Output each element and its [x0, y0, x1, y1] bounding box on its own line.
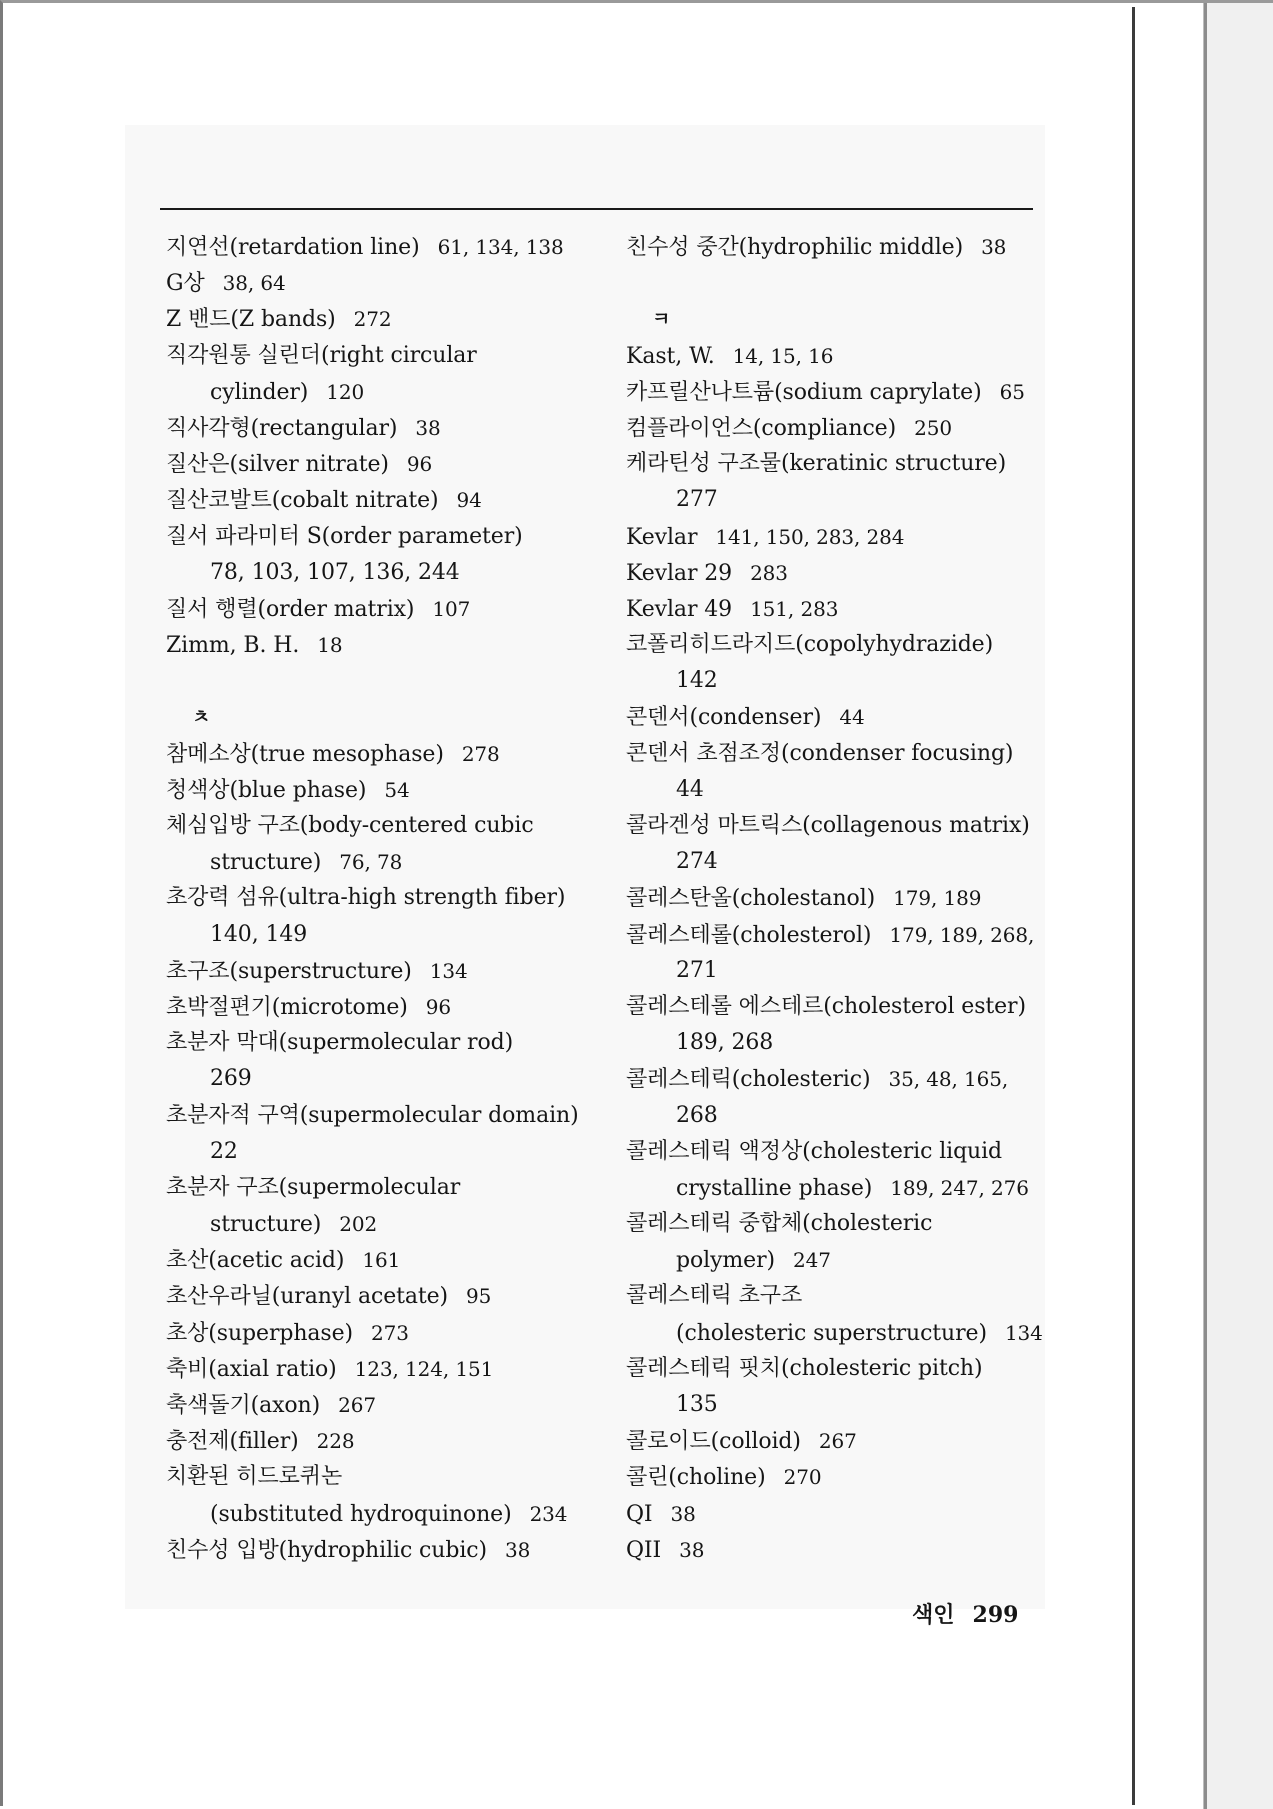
index-entry	[166, 1061, 586, 1097]
index-page-refs: 134	[429, 958, 468, 983]
index-entry	[626, 1134, 1046, 1170]
index-term: ㅊ	[192, 706, 211, 729]
index-term: 초산우라닐(uranyl acetate)	[166, 1284, 449, 1310]
index-term: 콜레스테릭 중합체(cholesteric	[626, 1211, 933, 1237]
index-entry	[166, 265, 586, 301]
top-rule	[160, 208, 1033, 210]
index-page-refs: 189, 247, 276	[890, 1175, 1029, 1200]
index-term: 초분자적 구역(supermolecular domain)	[166, 1102, 579, 1128]
index-page-refs: 267	[338, 1393, 376, 1417]
index-page-refs: 250	[914, 415, 952, 440]
index-page-refs: 202	[339, 1212, 378, 1237]
index-entry	[626, 1170, 1046, 1206]
page-footer	[912, 1598, 1018, 1629]
index-page-refs: 270	[783, 1465, 822, 1490]
index-entry	[166, 482, 586, 518]
index-term: 콜라겐성 마트릭스(collagenous matrix)	[626, 813, 1030, 838]
index-entry	[626, 482, 1046, 518]
index-term: 초상(superphase)	[166, 1320, 354, 1346]
index-page-refs: 228	[316, 1429, 355, 1454]
index-entry	[626, 1278, 1046, 1314]
index-entry	[166, 1496, 586, 1532]
index-term: 초산(acetic acid)	[166, 1248, 345, 1274]
index-term: 콘덴서(condenser)	[626, 705, 822, 731]
index-page-refs: 273	[371, 1320, 409, 1345]
index-entry	[166, 1025, 586, 1061]
index-entry	[166, 1098, 586, 1134]
index-entry	[626, 1315, 1046, 1351]
index-entry	[626, 1532, 1046, 1568]
index-entry	[166, 1423, 586, 1459]
index-term: 케라틴성 구조물(keratinic structure)	[626, 451, 1007, 477]
index-entry	[166, 1351, 586, 1387]
index-entry	[626, 1351, 1046, 1387]
index-entry	[626, 736, 1046, 772]
index-entry	[626, 953, 1046, 989]
index-entry	[166, 1532, 586, 1568]
index-term: 치환된 히드로퀴논	[166, 1464, 343, 1490]
index-page-refs: 123, 124, 151	[354, 1356, 494, 1381]
index-term: 78, 103, 107, 136, 244	[210, 559, 460, 585]
index-term: crystalline phase)	[676, 1175, 873, 1201]
section-header	[626, 301, 1046, 337]
index-page-refs: 141, 150, 283, 284	[715, 524, 905, 549]
index-term: 271	[676, 957, 718, 983]
index-term: 초분자 막대(supermolecular rod)	[166, 1030, 514, 1056]
index-entry	[626, 880, 1046, 916]
index-term: 친수성 입방(hydrophilic cubic)	[166, 1537, 487, 1563]
index-term: 축비(axial ratio)	[166, 1356, 337, 1382]
index-term: 콘덴서 초점조정(condenser focusing)	[626, 740, 1014, 766]
index-term: 콜린(choline)	[626, 1465, 766, 1491]
index-term: Kevlar 29	[626, 560, 733, 586]
index-entry	[626, 229, 1046, 265]
index-term: 컴플라이언스(compliance)	[626, 415, 897, 441]
index-entry	[626, 1387, 1046, 1423]
index-entry	[166, 953, 586, 989]
index-page-refs: 38	[679, 1537, 705, 1562]
index-term: 참메소상(true mesophase)	[166, 741, 444, 767]
index-entry	[166, 808, 586, 844]
index-term: 직각원통 실린더(right circular	[166, 342, 477, 368]
index-term: 274	[676, 849, 718, 875]
index-term: 189, 268	[676, 1030, 774, 1056]
index-term: polymer)	[676, 1248, 775, 1274]
index-entry	[166, 591, 586, 627]
index-page-refs: 95	[466, 1284, 492, 1309]
index-entry	[166, 1459, 586, 1495]
index-entry	[166, 880, 586, 916]
index-entry	[166, 338, 586, 374]
index-term: structure)	[210, 1212, 322, 1238]
index-entry	[626, 374, 1046, 410]
index-term: 초분자 구조(supermolecular	[166, 1174, 461, 1200]
footer-label: 색인	[912, 1602, 955, 1628]
index-entry	[626, 1025, 1046, 1061]
page-number: 299	[972, 1602, 1019, 1628]
index-entry	[626, 591, 1046, 627]
index-entry	[626, 338, 1046, 374]
index-entry	[166, 1170, 586, 1206]
index-term: 콜레스테롤(cholesterol)	[626, 922, 872, 948]
index-term: Kast, W.	[626, 343, 715, 369]
index-entry	[626, 772, 1046, 808]
index-entry	[626, 1496, 1046, 1532]
index-page-refs: 65	[999, 379, 1025, 404]
index-entry	[166, 1387, 586, 1423]
index-page-refs: 14, 15, 16	[732, 343, 834, 368]
index-term: 콜레스테릭(cholesteric)	[626, 1067, 871, 1093]
index-term: 269	[210, 1066, 252, 1092]
index-page-refs: 134	[1004, 1320, 1043, 1345]
index-entry	[166, 1206, 586, 1242]
index-term: 지연선(retardation line)	[166, 235, 420, 260]
index-entry	[626, 519, 1046, 555]
index-entry	[166, 555, 586, 591]
index-page-refs: 151, 283	[750, 596, 839, 621]
index-column-left	[166, 229, 586, 1568]
index-term: 142	[676, 668, 718, 694]
index-page-refs: 44	[839, 705, 865, 730]
index-entry	[626, 663, 1046, 699]
index-entry	[166, 374, 586, 410]
index-term: 카프릴산나트륨(sodium caprylate)	[626, 379, 982, 405]
index-entry	[626, 1423, 1046, 1459]
index-page-refs: 179, 189, 268,	[889, 922, 1035, 947]
index-term: cylinder)	[210, 379, 309, 405]
index-term: 콜로이드(colloid)	[626, 1429, 801, 1455]
index-page-refs: 94	[456, 488, 482, 513]
index-term: 초강력 섬유(ultra-high strength fiber)	[166, 885, 566, 911]
index-term: 초박절편기(microtome)	[166, 994, 408, 1020]
index-entry	[626, 1242, 1046, 1278]
index-term: Z 밴드(Z bands)	[166, 307, 336, 333]
index-page-refs: 96	[406, 452, 433, 477]
index-entry	[626, 627, 1046, 663]
index-page-refs: 38	[981, 235, 1007, 259]
index-page-refs: 96	[425, 994, 452, 1019]
index-term: (substituted hydroquinone)	[210, 1501, 512, 1527]
index-page-refs: 61, 134, 138	[437, 235, 564, 259]
index-page-refs: 38	[670, 1501, 696, 1526]
section-header	[166, 699, 586, 735]
index-term: 268	[676, 1102, 718, 1128]
index-page-refs: 234	[529, 1501, 568, 1526]
index-term: 체심입방 구조(body-centered cubic	[166, 813, 534, 838]
index-entry	[626, 699, 1046, 735]
scrollbar-edge	[1204, 3, 1207, 1809]
index-term: G상	[166, 271, 205, 297]
index-entry	[166, 1315, 586, 1351]
index-entry	[626, 1459, 1046, 1495]
index-page-refs: 278	[461, 741, 500, 766]
index-entry	[166, 519, 586, 555]
index-entry	[626, 1206, 1046, 1242]
index-entry	[166, 627, 586, 663]
index-entry	[626, 844, 1046, 880]
index-term: 질산코발트(cobalt nitrate)	[166, 488, 439, 514]
index-entry	[166, 446, 586, 482]
index-term: QII	[626, 1537, 662, 1563]
index-term: 140, 149	[210, 921, 308, 947]
index-term: 콜레스테릭 초구조	[626, 1283, 803, 1309]
index-entry	[166, 301, 586, 337]
index-page-refs: 267	[818, 1429, 857, 1454]
index-entry	[626, 1098, 1046, 1134]
index-term: 축색돌기(axon)	[166, 1393, 321, 1418]
index-term: 277	[676, 487, 718, 513]
index-entry	[626, 989, 1046, 1025]
index-page-refs: 120	[326, 379, 365, 404]
index-entry	[626, 808, 1046, 844]
index-term: QI	[626, 1501, 653, 1527]
index-entry	[166, 1278, 586, 1314]
index-term: 직사각형(rectangular)	[166, 415, 398, 441]
index-term: 135	[676, 1392, 718, 1417]
index-entry	[166, 663, 586, 699]
index-term: 코폴리히드라지드(copolyhydrazide)	[626, 632, 994, 658]
index-term: 콜레스테릭 액정상(cholesteric liquid	[626, 1138, 1003, 1164]
index-entry	[626, 410, 1046, 446]
index-entry	[166, 410, 586, 446]
index-entry	[626, 265, 1046, 301]
index-entry	[166, 229, 586, 265]
index-term: 44	[676, 776, 704, 802]
index-term: 초구조(superstructure)	[166, 958, 412, 984]
index-term: 질서 행렬(order matrix)	[166, 596, 415, 622]
index-entry	[166, 1134, 586, 1170]
index-page-refs: 283	[750, 560, 788, 585]
index-page-refs: 18	[317, 633, 343, 658]
index-term: 22	[210, 1138, 238, 1164]
index-page-refs: 54	[384, 777, 410, 802]
index-page-refs: 38	[415, 415, 441, 440]
index-term: 질산은(silver nitrate)	[166, 452, 389, 478]
index-entry	[626, 917, 1046, 953]
index-entry	[166, 917, 586, 953]
index-page-refs: 38, 64	[222, 271, 286, 296]
index-entry	[626, 1061, 1046, 1097]
index-term: 질서 파라미터 S(order parameter)	[166, 523, 523, 549]
index-term: 콜레스테릭 핏치(cholesteric pitch)	[626, 1355, 983, 1381]
index-page-refs: 161	[362, 1248, 401, 1273]
index-entry	[626, 446, 1046, 482]
index-term: structure)	[210, 850, 322, 876]
index-term: (cholesteric superstructure)	[676, 1320, 987, 1346]
index-entry	[166, 736, 586, 772]
index-term: 청색상(blue phase)	[166, 777, 367, 803]
index-page-refs: 247	[792, 1248, 831, 1273]
index-term: ㅋ	[652, 308, 671, 331]
index-entry	[166, 772, 586, 808]
index-term: 친수성 중간(hydrophilic middle)	[626, 235, 964, 260]
index-column-right	[626, 229, 1046, 1568]
index-entry	[166, 844, 586, 880]
vertical-scrollbar[interactable]	[1203, 3, 1273, 1809]
index-page-refs: 107	[432, 596, 471, 621]
index-term: 충전제(filler)	[166, 1429, 299, 1455]
index-term: Zimm, B. H.	[166, 633, 300, 659]
index-term: 콜레스테롤 에스테르(cholesterol ester)	[626, 993, 1026, 1019]
index-page-refs: 272	[353, 307, 392, 332]
index-entry	[166, 989, 586, 1025]
index-page-refs: 35, 48, 165,	[888, 1067, 1009, 1092]
index-entry	[626, 555, 1046, 591]
index-page-refs: 179, 189	[893, 886, 982, 911]
index-entry	[166, 1242, 586, 1278]
index-term: 콜레스탄올(cholestanol)	[626, 886, 876, 912]
index-term: Kevlar 49	[626, 596, 733, 622]
index-page-refs: 76, 78	[339, 850, 403, 875]
index-page-refs: 38	[504, 1537, 531, 1562]
index-term: Kevlar	[626, 524, 698, 550]
